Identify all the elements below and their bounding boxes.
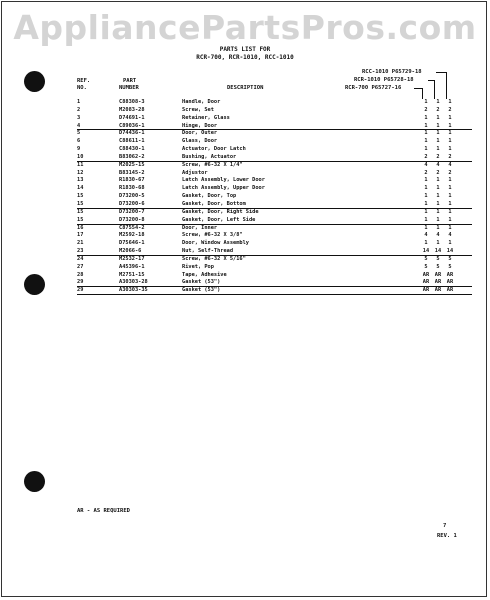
ref-number: 15: [77, 200, 84, 207]
qty-rcr-700: 1: [448, 216, 452, 223]
part-number: A30303-35: [119, 287, 148, 294]
qty-rcr-1010: 1: [436, 138, 440, 145]
qty-rcc-1010: 1: [424, 185, 428, 192]
document-title: [0, 46, 490, 62]
table-row: [77, 279, 472, 287]
qty-rcr-1010: 1: [436, 130, 440, 137]
part-number: B83062-2: [119, 153, 145, 160]
qty-rcr-1010: 1: [436, 216, 440, 223]
qty-rcr-700: 2: [448, 153, 452, 160]
qty-rcr-1010: 5: [436, 255, 440, 262]
description: Gasket, Door, Bottom: [182, 200, 246, 207]
part-number: M2592-18: [119, 232, 145, 239]
ref-number: 16: [77, 224, 84, 231]
description: Nut, Self-Thread: [182, 248, 234, 255]
description: Gasket (53"): [182, 287, 221, 294]
qty-rcc-1010: 1: [424, 99, 428, 105]
ref-number: 29: [77, 279, 84, 286]
header-part-line-2: NUMBER: [119, 85, 139, 91]
qty-rcr-700: 1: [448, 185, 452, 192]
qty-rcr-700: 14: [446, 248, 454, 255]
part-number: M2025-15: [119, 161, 145, 168]
description: Screw, #6-32 X 1/4": [182, 161, 243, 168]
qty-rcc-1010: 1: [424, 130, 428, 137]
description: Bushing, Actuator: [182, 153, 237, 160]
description: Adjustor: [182, 169, 208, 176]
header-part-number: [119, 78, 139, 92]
qty-rcr-700: 1: [448, 138, 452, 145]
part-number: R1830-68: [119, 185, 145, 192]
qty-rcc-1010: 1: [424, 224, 428, 231]
binder-hole: [24, 71, 45, 92]
ref-number: 23: [77, 248, 84, 255]
qty-rcc-1010: 1: [424, 114, 428, 121]
qty-rcr-1010: 1: [436, 99, 440, 105]
qty-rcr-1010: 1: [436, 114, 440, 121]
ref-number: 14: [77, 185, 84, 192]
qty-rcr-1010: 2: [436, 169, 440, 176]
table-row: [77, 123, 472, 131]
qty-rcc-1010: 1: [424, 208, 428, 215]
ref-number: 12: [77, 169, 84, 176]
table-row: [77, 99, 472, 107]
table-row: [77, 256, 472, 264]
qty-rcr-700: AR: [446, 279, 454, 286]
qty-rcr-700: 2: [448, 169, 452, 176]
binder-hole: [24, 274, 45, 295]
description: Glass, Door: [182, 138, 218, 145]
header-part-line-1: PART: [123, 78, 137, 84]
ref-number: 15: [77, 208, 84, 215]
title-line-2: RCR-700, RCR-1010, RCC-1010: [196, 54, 294, 61]
table-row: [77, 240, 472, 248]
part-number: D74436-1: [119, 130, 145, 137]
description: Door, Window Assembly: [182, 240, 249, 247]
qty-rcr-1010: 1: [436, 200, 440, 207]
model-leader-line: [446, 72, 447, 99]
description: Screw, Set: [182, 106, 214, 113]
qty-rcc-1010: 1: [424, 216, 428, 223]
qty-rcr-1010: 1: [436, 240, 440, 247]
description: Hinge, Door: [182, 122, 218, 129]
table-row: [77, 154, 472, 162]
ref-number: 9: [77, 146, 81, 153]
header-ref-line-1: REF.: [77, 78, 91, 84]
ref-number: 15: [77, 193, 84, 200]
qty-rcc-1010: 14: [422, 248, 430, 255]
model-leader-tick: [414, 88, 422, 89]
table-row: [77, 107, 472, 115]
ref-number: 1: [77, 99, 81, 105]
ref-number: 3: [77, 114, 81, 121]
part-number: C88308-3: [119, 99, 145, 105]
qty-rcc-1010: 2: [424, 106, 428, 113]
model-leader-line: [422, 88, 423, 99]
qty-rcr-1010: AR: [434, 271, 442, 278]
qty-rcr-1010: 1: [436, 177, 440, 184]
qty-rcr-1010: 1: [436, 208, 440, 215]
page-number: 7: [443, 523, 447, 529]
qty-rcr-700: 1: [448, 114, 452, 121]
part-number: D74691-1: [119, 114, 145, 121]
description: Latch Assembly, Lower Door: [182, 177, 265, 184]
ref-number: 29: [77, 287, 84, 294]
part-number: M2751-15: [119, 271, 145, 278]
description: Retainer, Glass: [182, 114, 230, 121]
revision: REV. 1: [437, 533, 457, 539]
qty-rcc-1010: 2: [424, 153, 428, 160]
qty-rcr-1010: 4: [436, 161, 440, 168]
qty-rcc-1010: AR: [422, 271, 430, 278]
part-number: C87554-2: [119, 224, 145, 231]
table-row: [77, 287, 472, 295]
part-number: D73200-8: [119, 216, 145, 223]
part-number: M2532-17: [119, 255, 145, 262]
title-line-1: PARTS LIST FOR: [219, 46, 271, 53]
qty-rcc-1010: 4: [424, 161, 428, 168]
description: Gasket, Door, Top: [182, 193, 237, 200]
ref-number: 24: [77, 255, 84, 262]
table-row: [77, 115, 472, 123]
table-row: [77, 225, 472, 233]
part-number: D73200-7: [119, 208, 145, 215]
model-label-rcc-1010: RCC-1010 P65729-18: [362, 69, 422, 75]
description: Tape, Adhesive: [182, 271, 227, 278]
qty-rcc-1010: 1: [424, 146, 428, 153]
qty-rcr-1010: 1: [436, 193, 440, 200]
header-ref: [77, 78, 90, 92]
table-row: [77, 146, 472, 154]
part-number: C88430-1: [119, 146, 145, 153]
ref-number: 17: [77, 232, 84, 239]
qty-rcr-700: 5: [448, 255, 452, 262]
qty-rcr-700: 1: [448, 99, 452, 105]
model-label-rcr-1010: RCR-1010 P65728-18: [354, 77, 414, 83]
description: Handle, Door: [182, 99, 221, 105]
description: Door, Inner: [182, 224, 218, 231]
qty-rcr-1010: 1: [436, 224, 440, 231]
qty-rcr-1010: 2: [436, 153, 440, 160]
part-number: D73200-6: [119, 200, 145, 207]
qty-rcr-700: 1: [448, 240, 452, 247]
qty-rcc-1010: 2: [424, 169, 428, 176]
table-row: [77, 177, 472, 185]
qty-rcc-1010: 1: [424, 177, 428, 184]
qty-rcr-700: 1: [448, 200, 452, 207]
description: Latch Assembly, Upper Door: [182, 185, 265, 192]
binder-hole: [24, 471, 45, 492]
ref-number: 4: [77, 122, 81, 129]
model-leader-tick: [436, 72, 446, 73]
description: Gasket, Door, Right Side: [182, 208, 259, 215]
qty-rcr-1010: 1: [436, 146, 440, 153]
qty-rcr-700: AR: [446, 271, 454, 278]
qty-rcr-700: 1: [448, 193, 452, 200]
qty-rcr-700: 1: [448, 224, 452, 231]
part-number: D73200-5: [119, 193, 145, 200]
description: Door, Outer: [182, 130, 218, 137]
qty-rcr-1010: 5: [436, 263, 440, 270]
model-label-rcr-700: RCR-700 P65727-16: [345, 85, 402, 91]
qty-rcc-1010: 1: [424, 138, 428, 145]
part-number: M2066-6: [119, 248, 142, 255]
part-number: B83145-2: [119, 169, 145, 176]
parts-table: [77, 99, 472, 295]
header-ref-line-2: NO.: [77, 85, 87, 91]
table-row: [77, 138, 472, 146]
watermark: AppliancePartsPros.com: [13, 8, 477, 47]
qty-rcr-1010: 14: [434, 248, 442, 255]
table-row: [77, 264, 472, 272]
qty-rcr-700: 1: [448, 122, 452, 129]
part-number: M2083-28: [119, 106, 145, 113]
table-row: [77, 170, 472, 178]
table-row: [77, 217, 472, 225]
table-row: [77, 232, 472, 240]
table-row: [77, 272, 472, 280]
footnote: AR - AS REQUIRED: [77, 508, 130, 514]
part-number: C89036-1: [119, 122, 145, 129]
qty-rcr-700: 4: [448, 232, 452, 239]
description: Gasket, Door, Left Side: [182, 216, 256, 223]
qty-rcc-1010: AR: [422, 279, 430, 286]
qty-rcr-700: 1: [448, 130, 452, 137]
qty-rcr-1010: 1: [436, 122, 440, 129]
description: Gasket (53"): [182, 279, 221, 286]
table-row: [77, 193, 472, 201]
qty-rcc-1010: 1: [424, 200, 428, 207]
part-number: D75646-1: [119, 240, 145, 247]
description: Rivet, Pop: [182, 263, 214, 270]
description: Screw, #6-32 X 5/16": [182, 255, 246, 262]
qty-rcc-1010: 1: [424, 122, 428, 129]
qty-rcr-700: 5: [448, 263, 452, 270]
header-description: DESCRIPTION: [227, 85, 264, 91]
table-row: [77, 162, 472, 170]
ref-number: 28: [77, 271, 84, 278]
qty-rcr-1010: 2: [436, 106, 440, 113]
ref-number: 21: [77, 240, 84, 247]
qty-rcr-700: AR: [446, 287, 454, 294]
qty-rcc-1010: 1: [424, 240, 428, 247]
ref-number: 27: [77, 263, 84, 270]
qty-rcr-700: 1: [448, 146, 452, 153]
qty-rcr-700: 2: [448, 106, 452, 113]
qty-rcr-1010: 1: [436, 185, 440, 192]
description: Actuator, Door Latch: [182, 146, 246, 153]
model-leader-line: [434, 80, 435, 99]
ref-number: 13: [77, 177, 84, 184]
table-row: [77, 201, 472, 209]
qty-rcr-1010: AR: [434, 279, 442, 286]
part-number: A30303-28: [119, 279, 148, 286]
qty-rcc-1010: AR: [422, 287, 430, 294]
ref-number: 11: [77, 161, 84, 168]
qty-rcr-1010: 4: [436, 232, 440, 239]
table-row: [77, 209, 472, 217]
table-row: [77, 185, 472, 193]
part-number: R1830-67: [119, 177, 145, 184]
table-row: [77, 248, 472, 256]
qty-rcc-1010: 4: [424, 232, 428, 239]
ref-number: 6: [77, 138, 81, 145]
qty-rcr-1010: AR: [434, 287, 442, 294]
qty-rcc-1010: 1: [424, 193, 428, 200]
part-number: C88611-1: [119, 138, 145, 145]
ref-number: 2: [77, 106, 81, 113]
table-row: [77, 130, 472, 138]
ref-number: 5: [77, 130, 81, 137]
ref-number: 15: [77, 216, 84, 223]
ref-number: 10: [77, 153, 84, 160]
qty-rcr-700: 1: [448, 208, 452, 215]
qty-rcr-700: 1: [448, 177, 452, 184]
qty-rcr-700: 4: [448, 161, 452, 168]
part-number: A45396-1: [119, 263, 145, 270]
qty-rcc-1010: 5: [424, 263, 428, 270]
description: Screw, #6-32 X 3/8": [182, 232, 243, 239]
qty-rcc-1010: 5: [424, 255, 428, 262]
